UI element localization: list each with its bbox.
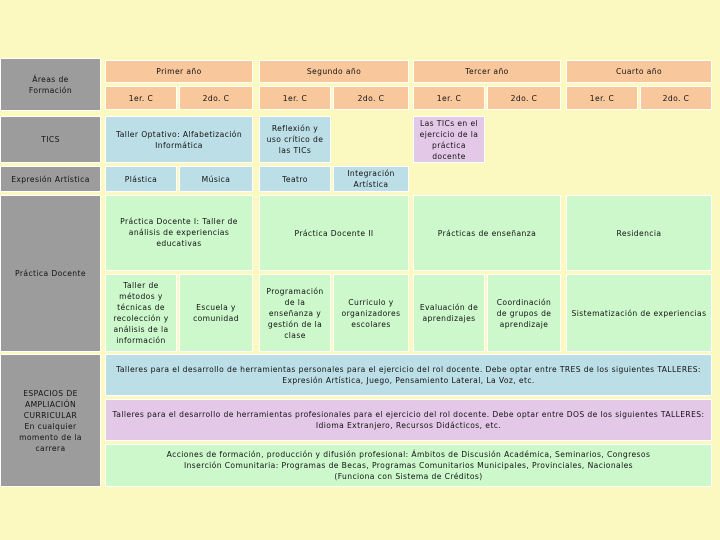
expresion-plastica: Plástica: [105, 166, 177, 192]
cuatrimestre-3-1: 1er. C: [413, 86, 485, 110]
escuela-y-comunidad: Escuela y comunidad: [179, 274, 253, 352]
tics-reflexion-uso-critico: Reflexión y uso crítico de las TICs: [259, 116, 331, 163]
taller-metodos-tecnicas: Taller de métodos y técnicas de recolección y análisis de la información: [105, 274, 177, 352]
cuatrimestre-1-2: 2do. C: [179, 86, 253, 110]
practicas-de-ensenanza: Prácticas de enseñanza: [413, 195, 561, 271]
cuatrimestre-1-1: 1er. C: [105, 86, 177, 110]
acciones-formacion-produccion: Acciones de formación, producción y difusión profesional: Ámbitos de Discusión Académica, Seminarios, Congresos Inserción Comunitaria: Programas de Becas, Programas Comunitarios Municipales, Provinciales, Nacionales (Funciona con Sistema de Créditos): [105, 444, 712, 487]
area-tics: TICS: [0, 116, 101, 163]
curriculo-organizadores: Curriculo y organizadores escolares: [333, 274, 409, 352]
tics-taller-optativo: Taller Optativo: Alfabetización Informática: [105, 116, 253, 163]
talleres-herramientas-profesionales: Talleres para el desarrollo de herramientas profesionales para el ejercicio del rol docente. Debe optar entre DOS de los siguientes TALLERES: Idioma Extranjero, Recursos Didácticos, etc.: [105, 399, 712, 441]
practica-docente-1: Práctica Docente I: Taller de análisis de experiencias educativas: [105, 195, 253, 271]
year-header-4: Cuarto año: [566, 60, 712, 83]
cuatrimestre-4-1: 1er. C: [566, 86, 638, 110]
area-formacion: Áreas de Formación: [0, 58, 101, 111]
cuatrimestre-3-2: 2do. C: [487, 86, 561, 110]
evaluacion-aprendizajes: Evaluación de aprendizajes: [413, 274, 485, 352]
residencia: Residencia: [566, 195, 712, 271]
year-header-2: Segundo año: [259, 60, 409, 83]
area-practica-docente: Práctica Docente: [0, 195, 101, 352]
talleres-herramientas-personales: Talleres para el desarrollo de herramientas personales para el ejercicio del rol docente. Debe optar entre TRES de los siguientes TALLERES: Expresión Artística, Juego, Pensamiento Lateral, La Voz, etc.: [105, 354, 712, 396]
sistematizacion-experiencias: Sistematización de experiencias: [566, 274, 712, 352]
practica-docente-2: Práctica Docente II: [259, 195, 409, 271]
area-expresion-artistica: Expresión Artística: [0, 166, 101, 192]
tics-practica-docente: Las TICs en el ejercicio de la práctica docente: [413, 116, 485, 163]
cuatrimestre-4-2: 2do. C: [640, 86, 712, 110]
cuatrimestre-2-1: 1er. C: [259, 86, 331, 110]
programacion-ensenanza: Programación de la enseñanza y gestión de la clase: [259, 274, 331, 352]
expresion-musica: Música: [179, 166, 253, 192]
cuatrimestre-2-2: 2do. C: [333, 86, 409, 110]
coordinacion-grupos: Coordinación de grupos de aprendizaje: [487, 274, 561, 352]
expresion-teatro: Teatro: [259, 166, 331, 192]
year-header-1: Primer año: [105, 60, 253, 83]
year-header-3: Tercer año: [413, 60, 561, 83]
expresion-integracion-artistica: Integración Artística: [333, 166, 409, 192]
area-espacios-ampliacion: ESPACIOS DE AMPLIACIÓN CURRICULAR En cualquier momento de la carrera: [0, 354, 101, 487]
